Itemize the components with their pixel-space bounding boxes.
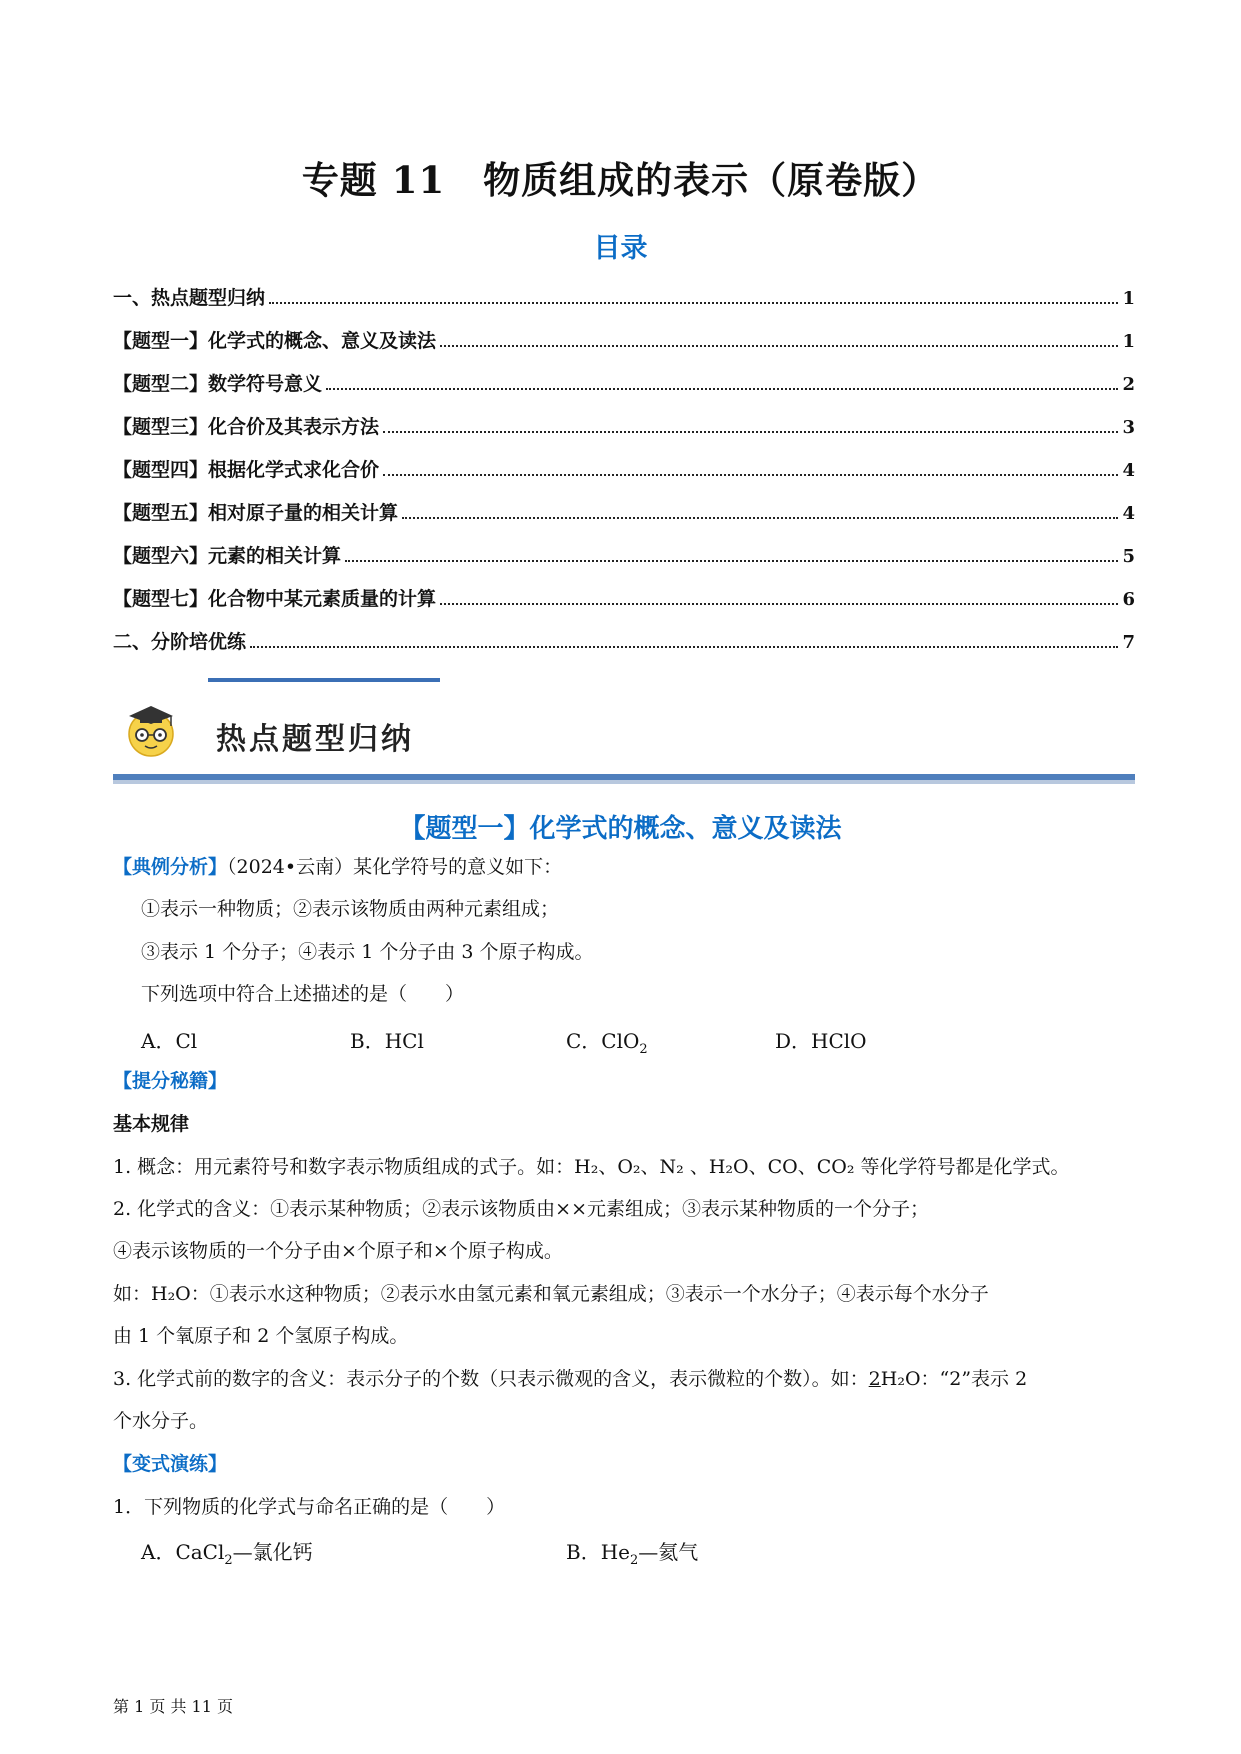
example-tag: 【典例分析】 [113, 856, 228, 878]
practice-option-a-name: —氯化钙 [232, 1540, 313, 1564]
toc-entry-label: 一、热点题型归纳 [113, 287, 266, 309]
toc-entry-page: 2 [1122, 374, 1135, 395]
toc-entry[interactable] [113, 455, 1135, 498]
option-c-subscript: 2 [639, 1042, 648, 1057]
example-question: 下列选项中符合上述描述的是（ ） [141, 983, 465, 1005]
toc-entry[interactable] [113, 498, 1135, 541]
practice-option-b-subscript: 2 [629, 1553, 639, 1568]
rule-1: 1. 概念：用元素符号和数字表示物质组成的式子。如：H₂、O₂、N₂ 、H₂O、CO、CO₂ 等化学符号都是化学式。 [113, 1156, 1070, 1178]
option-a[interactable]: A．Cl [141, 1029, 198, 1053]
practice-option-a-formula: A．CaCl [141, 1540, 225, 1564]
practice-option-a-subscript: 2 [224, 1553, 233, 1568]
toc-entry-label: 【题型五】相对原子量的相关计算 [113, 502, 399, 524]
option-b[interactable]: B．HCl [350, 1029, 424, 1053]
toc-entry-label: 二、分阶培优练 [113, 631, 247, 653]
toc-entry[interactable] [113, 283, 1135, 326]
toc-entry-page: 5 [1122, 546, 1135, 567]
toc-entry-page: 1 [1122, 331, 1135, 352]
toc-entry-page: 1 [1122, 288, 1135, 309]
example-intro: （2024•云南）某化学符号的意义如下： [227, 856, 563, 878]
toc-entry-label: 【题型七】化合物中某元素质量的计算 [113, 588, 437, 610]
toc-entry[interactable] [113, 326, 1135, 369]
example-line-1: ①表示一种物质；②表示该物质由两种元素组成； [141, 898, 560, 920]
practice-option-b-formula: B．He [566, 1540, 630, 1564]
rule-3-text-end: ：“2”表示 2 [920, 1368, 1028, 1390]
toc-leader [440, 344, 1118, 347]
toc-leader [383, 430, 1118, 433]
toc-heading: 目录 [593, 233, 648, 264]
toc-leader [269, 301, 1118, 304]
section-heading: 【题型一】化学式的概念、意义及读法 [399, 814, 842, 844]
rule-3-text: 3. 化学式前的数字的含义：表示分子的个数（只表示微观的含义，表示微粒的个数）。如： [113, 1368, 869, 1390]
toc-entry-page: 6 [1122, 589, 1135, 610]
rule-3-formula: H₂O [880, 1368, 921, 1390]
option-c-formula: C．ClO [566, 1029, 640, 1053]
example-line-2: ③表示 1 个分子；④表示 1 个分子由 3 个原子构成。 [141, 941, 594, 963]
water-example-line-1: 如：H₂O：①表示水这种物质；②表示水由氢元素和氧元素组成；③表示一个水分子；④表示每个水分子 [113, 1283, 989, 1305]
practice-option-b-name: —氦气 [638, 1540, 699, 1564]
option-d[interactable]: D．HClO [775, 1029, 867, 1053]
toc-entry[interactable] [113, 541, 1135, 584]
toc-leader [250, 645, 1118, 648]
toc-leader [383, 473, 1118, 476]
toc-leader [326, 387, 1118, 390]
toc-entry-label: 【题型二】数学符号意义 [113, 373, 323, 395]
document-title: 专题 11 物质组成的表示（原卷版） [301, 158, 940, 202]
toc-entry-page: 3 [1122, 417, 1135, 438]
toc-entry-label: 【题型四】根据化学式求化合价 [113, 459, 380, 481]
rule-3-coefficient: 2 [868, 1368, 881, 1390]
example-intro-line [113, 852, 562, 882]
rule-2-line-1: 2. 化学式的含义：①表示某种物质；②表示该物质由××元素组成；③表示某种物质的一个分子； [113, 1198, 930, 1220]
toc-entry-label: 【题型一】化学式的概念、意义及读法 [113, 330, 437, 352]
toc-entry[interactable] [113, 412, 1135, 455]
practice-question-1: 1．下列物质的化学式与命名正确的是（ ） [113, 1496, 506, 1518]
rules-title: 基本规律 [113, 1113, 190, 1135]
toc-entry[interactable] [113, 584, 1135, 627]
practice-tag: 【变式演练】 [113, 1453, 228, 1475]
toc-entry-page: 7 [1122, 632, 1135, 653]
banner-title: 热点题型归纳 [216, 722, 414, 757]
rule-3-line-1 [113, 1364, 1027, 1394]
practice-option-b[interactable] [566, 1536, 698, 1568]
banner-top-rule [208, 678, 440, 682]
tips-tag: 【提分秘籍】 [113, 1070, 228, 1092]
section-banner [113, 678, 1135, 790]
toc-entry-page: 4 [1122, 503, 1135, 524]
toc-entry-page: 4 [1122, 460, 1135, 481]
toc-leader [402, 516, 1118, 519]
table-of-contents [113, 283, 1135, 670]
banner-rule-shadow [113, 780, 1135, 784]
water-example-line-2: 由 1 个氧原子和 2 个氢原子构成。 [113, 1325, 409, 1347]
toc-entry-label: 【题型三】化合价及其表示方法 [113, 416, 380, 438]
rule-3-line-2: 个水分子。 [113, 1410, 209, 1432]
page-footer: 第 1 页 共 11 页 [113, 1697, 233, 1716]
student-mascot-icon [123, 702, 179, 758]
rule-2-line-2: ④表示该物质的一个分子由×个原子和×个原子构成。 [113, 1240, 563, 1262]
toc-entry[interactable] [113, 627, 1135, 670]
toc-leader [440, 602, 1118, 605]
toc-entry[interactable] [113, 369, 1135, 412]
practice-option-a[interactable] [141, 1536, 313, 1568]
toc-entry-label: 【题型六】元素的相关计算 [113, 545, 342, 567]
toc-leader [345, 559, 1118, 562]
option-c[interactable] [566, 1025, 648, 1057]
